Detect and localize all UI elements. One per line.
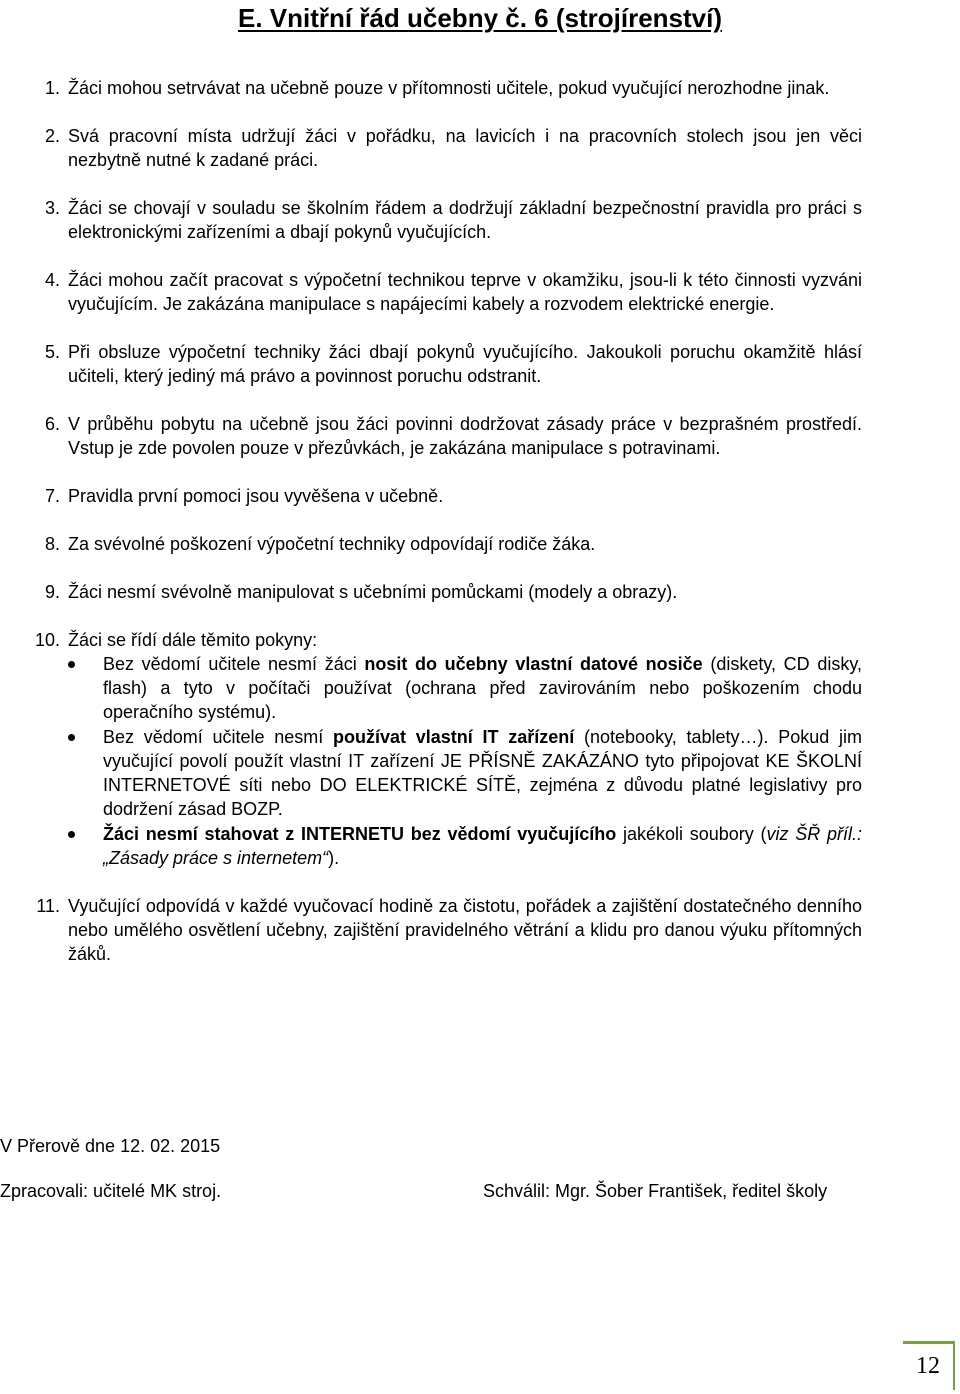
rule-item-10 <box>28 628 862 870</box>
rule-item <box>28 76 862 100</box>
rule-item <box>28 532 862 556</box>
rule-item <box>28 268 862 316</box>
bullet-bold: nosit do učebny vlastní datové nosiče <box>364 654 703 674</box>
rule-10-bullets <box>68 652 862 870</box>
bullet-bold: používat vlastní IT zařízení <box>333 727 575 747</box>
rule-text: Při obsluze výpočetní techniky žáci dbají pokynů vyučujícího. Jakoukoli poruchu okamžitě hlásí učiteli, který jediný má právo a povinnost poruchu odstranit. <box>68 342 862 386</box>
bullet-item: Bez vědomí učitele nesmí používat vlastní IT zařízení (notebooky, tablety…). Pokud jim vyučující povolí použít vlastní IT zařízení JE PŘÍSNĚ ZAKÁZÁNO tyto připojovat KE ŠKOLNÍ INTERNETOVÉ síti nebo DO ELEKTRICKÉ SÍTĚ, zejména z důvodu platné legislativy pro dodržení zásad BOZP. <box>68 725 862 821</box>
bullet-italic: viz ŠŘ příl.: „Zásady práce s internetem“ <box>103 824 862 868</box>
footer-prepared-by: Zpracovali: učitelé MK stroj. <box>0 1181 222 1201</box>
rule-text: Žáci se chovají v souladu se školním řádem a dodržují základní bezpečnostní pravidla pro práci s elektronickými zařízeními a dbají pokynů vyučujících. <box>68 198 862 242</box>
page-title: E. Vnitřní řád učebny č. 6 (strojírenství) <box>237 3 722 33</box>
rule-text: Svá pracovní místa udržují žáci v pořádku, na lavicích i na pracovních stolech jsou jen věci nezbytně nutné k zadané práci. <box>68 126 862 170</box>
rule-text: Vyučující odpovídá v každé vyučovací hodině za čistotu, pořádek a zajištění dostatečného denního nebo umělého osvětlení učebny, zajištění pravidelného větrání a klidu pro danou výuku přítomných žáků. <box>68 896 862 964</box>
rule-item <box>28 196 862 244</box>
rule-item <box>28 484 862 508</box>
rule-item-11 <box>28 894 862 966</box>
rule-text: Za svévolné poškození výpočetní techniky odpovídají rodiče žáka. <box>68 534 596 554</box>
rule-item <box>28 412 862 460</box>
rule-item <box>28 580 862 604</box>
rule-item <box>28 124 862 172</box>
bullet-item: Bez vědomí učitele nesmí žáci nosit do učebny vlastní datové nosiče (diskety, CD disky, flash) a tyto v počítači používat (ochrana před zavirováním nebo poškozením chodu operačního systému). <box>68 652 862 724</box>
rule-text: Žáci se řídí dále těmito pokyny: <box>68 630 318 650</box>
footer-approved-by: Schválil: Mgr. Šober František, ředitel školy <box>483 1181 828 1201</box>
rule-number: 1. <box>44 78 60 98</box>
rule-number: 7. <box>44 486 60 506</box>
footer-date: V Přerově dne 12. 02. 2015 <box>0 1136 221 1156</box>
rule-number: 3. <box>44 198 60 218</box>
page-number: 12 <box>903 1341 955 1390</box>
rule-number: 11. <box>36 896 60 916</box>
rule-text: V průběhu pobytu na učebně jsou žáci povinni dodržovat zásady práce v bezprašném prostředí. Vstup je zde povolen pouze v přezůvkách, je zakázána manipulace s potravinami. <box>68 414 862 458</box>
rule-text: Žáci mohou začít pracovat s výpočetní technikou teprve v okamžiku, jsou-li k této činnosti vyzváni vyučujícím. Je zakázána manipulace s napájecími kabely a rozvodem elektrické energie. <box>68 270 862 314</box>
bullet-item: Žáci nesmí stahovat z INTERNETU bez vědomí vyučujícího jakékoli soubory (viz ŠŘ příl.: „Zásady práce s internetem“). <box>68 822 862 870</box>
rule-number: 10. <box>34 630 60 650</box>
bullet-icon <box>68 831 75 838</box>
rules-list <box>28 76 862 990</box>
bullet-icon <box>68 734 75 741</box>
rule-item <box>28 340 862 388</box>
rule-text: Žáci mohou setrvávat na učebně pouze v přítomnosti učitele, pokud vyučující nerozhodne jinak. <box>68 78 830 98</box>
rule-number: 8. <box>44 534 60 554</box>
rule-number: 2. <box>44 126 60 146</box>
rule-number: 4. <box>44 270 60 290</box>
rule-number: 9. <box>44 582 60 602</box>
bullet-icon <box>68 661 75 668</box>
rule-text: Pravidla první pomoci jsou vyvěšena v učebně. <box>68 486 444 506</box>
rule-number: 6. <box>44 414 60 434</box>
rule-number: 5. <box>44 342 60 362</box>
bullet-bold: Žáci nesmí stahovat z INTERNETU bez vědomí vyučujícího <box>103 824 617 844</box>
rule-text: Žáci nesmí svévolně manipulovat s učebními pomůckami (modely a obrazy). <box>68 582 678 602</box>
